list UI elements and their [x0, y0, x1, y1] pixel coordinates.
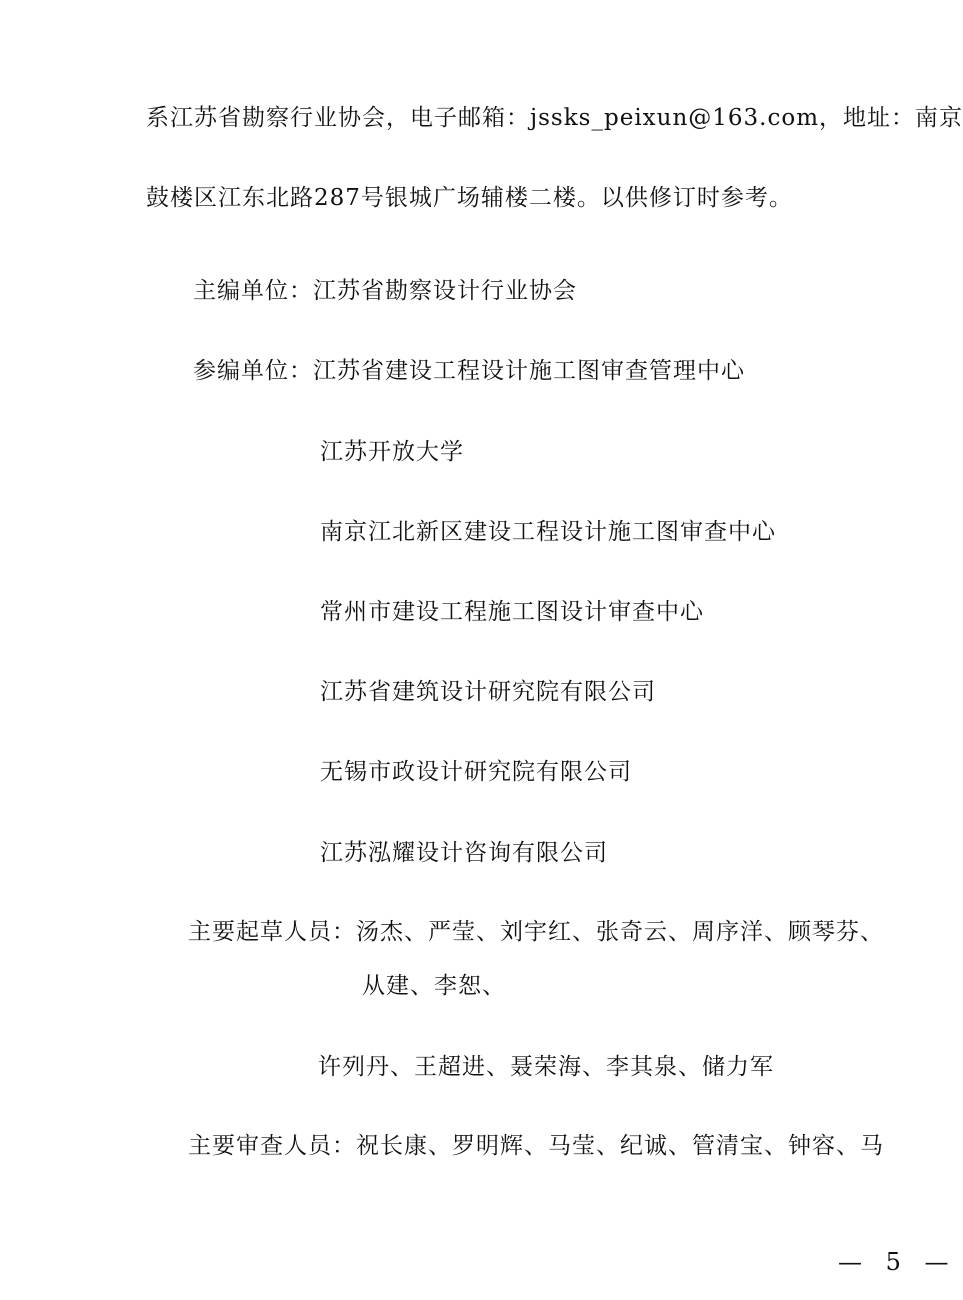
reviewers-label: 主要审查人员：	[188, 1133, 356, 1159]
drafters-label: 主要起草人员：	[188, 919, 356, 945]
drafters-names: 汤杰、严莹、刘宇红、张奇云、周序洋、顾琴芬、	[356, 919, 884, 945]
participating-unit: 南京江北新区建设工程设计施工图审查中心	[320, 519, 776, 545]
participating-label: 参编单位：	[193, 358, 313, 384]
participating-unit: 江苏省建设工程设计施工图审查管理中心	[313, 358, 745, 384]
drafters-row	[188, 917, 884, 947]
participating-unit: 江苏省建筑设计研究院有限公司	[320, 679, 656, 705]
paragraph-line-1: 系江苏省勘察行业协会，电子邮箱：jssks_peixun@163.com，地址：南京	[146, 105, 963, 131]
participating-row	[193, 356, 745, 386]
page-number: — 5 —	[838, 1248, 957, 1276]
participating-unit: 常州市建设工程施工图设计审查中心	[320, 599, 704, 625]
reviewers-row	[188, 1131, 884, 1161]
drafters-names-continued: 从建、李恕、	[362, 973, 506, 999]
reviewers-names: 祝长康、罗明辉、马莹、纪诚、管清宝、钟容、马	[356, 1133, 884, 1159]
participating-unit: 江苏泓耀设计咨询有限公司	[320, 840, 608, 866]
participating-unit: 无锡市政设计研究院有限公司	[320, 759, 632, 785]
drafters-names-more: 许列丹、王超进、聂荣海、李其泉、储力军	[318, 1054, 774, 1080]
paragraph-line-2: 鼓楼区江东北路287号银城广场辅楼二楼。以供修订时参考。	[146, 185, 793, 211]
participating-unit: 江苏开放大学	[320, 439, 464, 465]
chief-editor-row	[193, 276, 577, 306]
chief-editor-unit: 江苏省勘察设计行业协会	[313, 278, 577, 304]
chief-editor-label: 主编单位：	[193, 278, 313, 304]
